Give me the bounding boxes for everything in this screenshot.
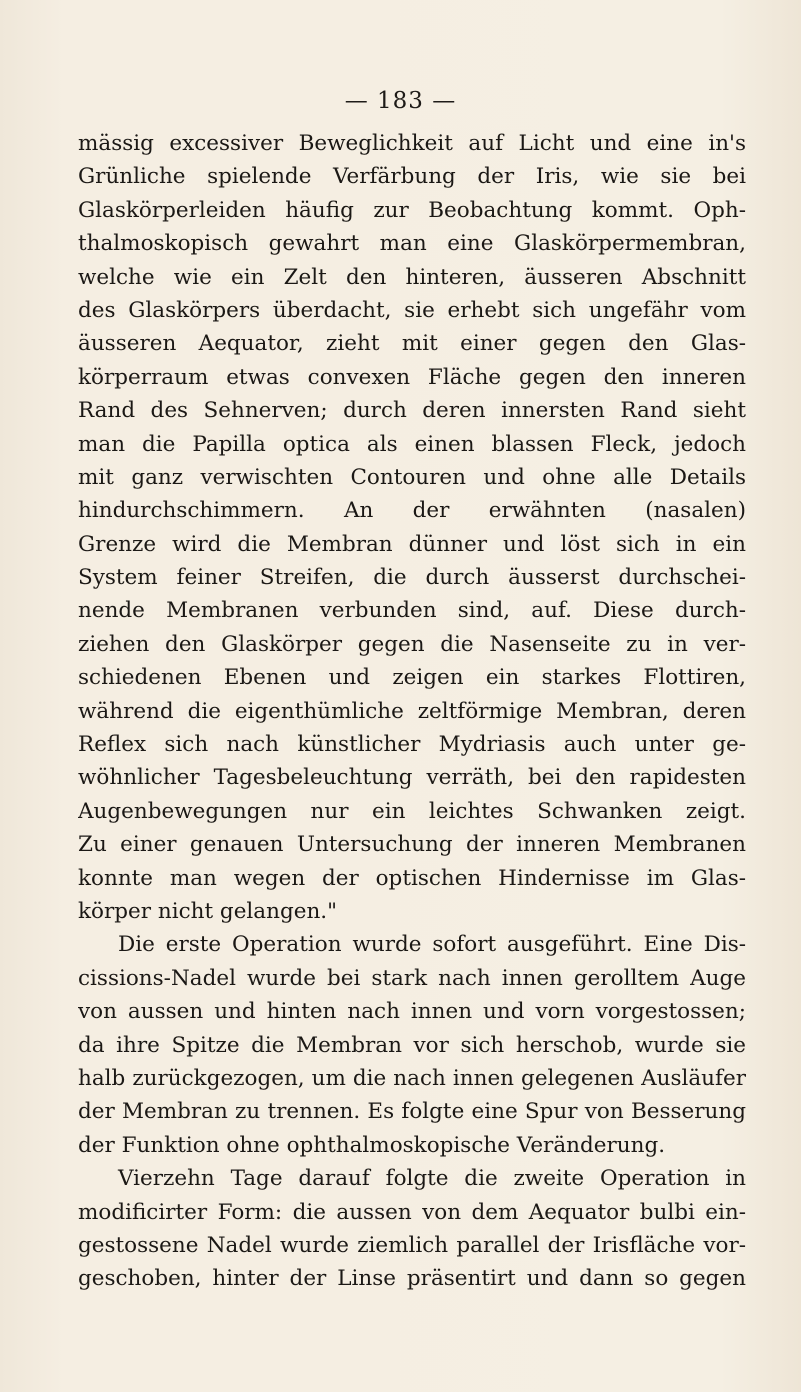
- text-line: konnte man wegen der optischen Hindernisse im Glas-: [78, 865, 746, 891]
- body-text: [78, 127, 746, 1296]
- text-line: mit ganz verwischten Contouren und ohne alle Details: [78, 464, 746, 490]
- text-line: äusseren Aequator, zieht mit einer gegen den Glas-: [78, 331, 746, 357]
- text-line: körperraum etwas convexen Fläche gegen den inneren: [78, 364, 746, 390]
- text-line: Glaskörperleiden häufig zur Beobachtung kommt. Oph-: [78, 197, 746, 223]
- text-line: Augenbewegungen nur ein leichtes Schwanken zeigt.: [78, 798, 746, 824]
- text-line: ziehen den Glaskörper gegen die Nasenseite zu in ver-: [78, 631, 746, 657]
- text-line: des Glaskörpers überdacht, sie erhebt sich ungefähr vom: [78, 297, 746, 323]
- text-line: körper nicht gelangen.": [78, 898, 338, 924]
- text-line: Vierzehn Tage darauf folgte die zweite Operation in: [118, 1166, 746, 1192]
- text-line: mässig excessiver Beweglichkeit auf Licht und eine in's: [78, 131, 746, 156]
- text-line: während die eigenthümliche zeltförmige Membran, deren: [78, 698, 746, 724]
- text-line: Grünliche spielende Verfärbung der Iris, wie sie bei: [78, 164, 746, 190]
- text-line: da ihre Spitze die Membran vor sich herschob, wurde sie: [78, 1032, 746, 1058]
- text-line: welche wie ein Zelt den hinteren, äusseren Abschnitt: [78, 264, 746, 290]
- text-line: thalmoskopisch gewahrt man eine Glaskörpermembran,: [78, 231, 746, 257]
- text-line: Rand des Sehnerven; durch deren innersten Rand sieht: [78, 398, 746, 424]
- text-line: schiedenen Ebenen und zeigen ein starkes Flottiren,: [78, 665, 746, 691]
- text-line: Grenze wird die Membran dünner und löst sich in ein: [78, 531, 746, 557]
- text-line: halb zurückgezogen, um die nach innen gelegenen Ausläufer: [78, 1065, 746, 1091]
- text-line: wöhnlicher Tagesbeleuchtung verräth, bei den rapidesten: [78, 765, 746, 791]
- text-line: Reflex sich nach künstlicher Mydriasis auch unter ge-: [78, 732, 746, 758]
- text-line: geschoben, hinter der Linse präsentirt und dann so gegen: [78, 1266, 746, 1292]
- text-line: Zu einer genauen Untersuchung der inneren Membranen: [78, 832, 746, 858]
- text-line: cissions-Nadel wurde bei stark nach innen gerolltem Auge: [78, 965, 746, 991]
- text-line: von aussen und hinten nach innen und vorn vorgestossen;: [78, 999, 746, 1025]
- page-number: — 183 —: [344, 88, 457, 114]
- text-line: nende Membranen verbunden sind, auf. Diese durch-: [78, 598, 746, 624]
- text-line: Die erste Operation wurde sofort ausgeführt. Eine Dis-: [118, 932, 746, 958]
- text-line: der Membran zu trennen. Es folgte eine Spur von Besserung: [78, 1099, 746, 1125]
- text-line: modificirter Form: die aussen von dem Aequator bulbi ein-: [78, 1199, 746, 1225]
- text-line: gestossene Nadel wurde ziemlich parallel der Irisfläche vor-: [78, 1232, 746, 1258]
- text-line: man die Papilla optica als einen blassen Fleck, jedoch: [78, 431, 746, 457]
- text-line: System feiner Streifen, die durch äusserst durchschei-: [78, 565, 746, 591]
- text-line: der Funktion ohne ophthalmoskopische Veränderung.: [78, 1132, 666, 1158]
- text-line: hindurchschimmern. An der erwähnten (nasalen): [78, 498, 746, 524]
